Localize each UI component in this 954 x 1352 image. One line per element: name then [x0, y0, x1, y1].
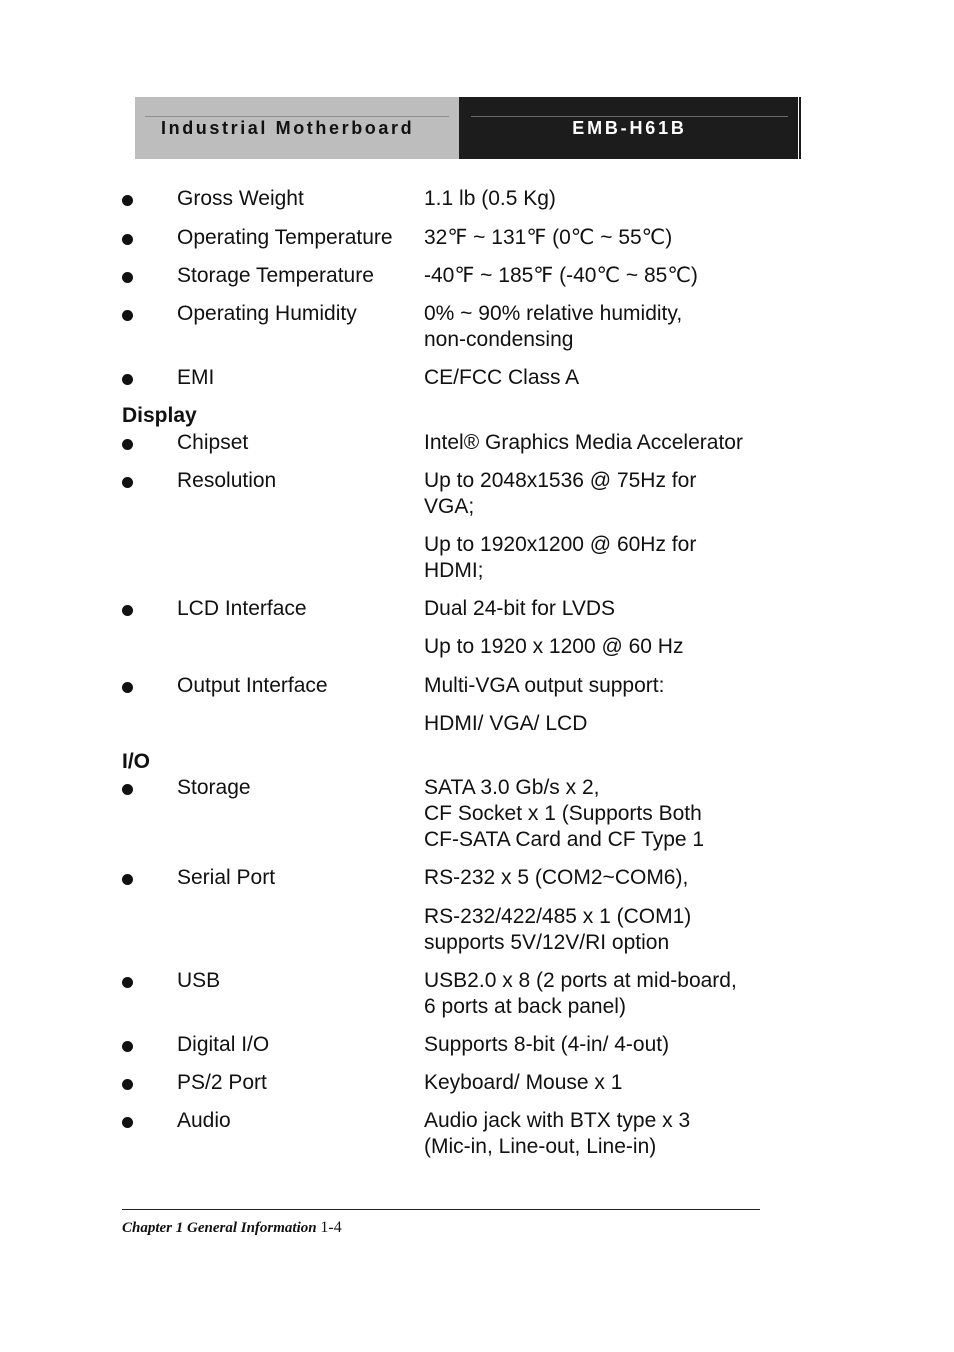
spec-value: Supports 8-bit (4-in/ 4-out)	[424, 1033, 670, 1056]
spec-value: Intel® Graphics Media Accelerator	[424, 431, 743, 454]
header-left-title: Industrial Motherboard	[161, 118, 415, 138]
spec-label: Audio	[177, 1109, 231, 1132]
spec-value: Up to 1920 x 1200 @ 60 Hz	[424, 635, 684, 658]
bullet-icon	[122, 310, 133, 321]
spec-label: Digital I/O	[177, 1033, 270, 1056]
spec-label: Output Interface	[177, 674, 328, 697]
spec-label: Resolution	[177, 469, 277, 492]
spec-value: USB2.0 x 8 (2 ports at mid-board, 6 ports at back panel)	[424, 969, 737, 1018]
spec-value: RS-232/422/485 x 1 (COM1) supports 5V/12V/RI option	[424, 905, 692, 954]
bullet-icon	[122, 477, 133, 488]
spec-label: Storage	[177, 776, 251, 799]
bullet-icon	[122, 605, 133, 616]
spec-label: Operating Temperature	[177, 226, 393, 249]
page-footer	[122, 1219, 342, 1237]
spec-label: Operating Humidity	[177, 302, 357, 325]
spec-label: Gross Weight	[177, 187, 304, 210]
section-heading-io: I/O	[122, 750, 151, 773]
spec-value: CE/FCC Class A	[424, 366, 580, 389]
spec-label: Serial Port	[177, 866, 276, 889]
bullet-icon	[122, 234, 133, 245]
spec-value: HDMI/ VGA/ LCD	[424, 712, 588, 735]
spec-label: LCD Interface	[177, 597, 307, 620]
spec-value: Keyboard/ Mouse x 1	[424, 1071, 623, 1094]
spec-value: SATA 3.0 Gb/s x 2, CF Socket x 1 (Supports Both CF-SATA Card and CF Type 1	[424, 776, 705, 851]
bullet-icon	[122, 195, 133, 206]
spec-label: PS/2 Port	[177, 1071, 267, 1094]
spec-value: Dual 24-bit for LVDS	[424, 597, 616, 620]
spec-value: -40℉ ~ 185℉ (-40℃ ~ 85℃)	[424, 264, 698, 287]
bullet-icon	[122, 874, 133, 885]
spec-value: RS-232 x 5 (COM2~COM6),	[424, 866, 689, 889]
header-right-band	[459, 97, 800, 159]
footer-page-number: 1-4	[320, 1219, 342, 1236]
bullet-icon	[122, 1079, 133, 1090]
bullet-icon	[122, 977, 133, 988]
bullet-icon	[122, 1041, 133, 1052]
footer-divider	[122, 1209, 760, 1210]
spec-value: Up to 2048x1536 @ 75Hz for VGA;	[424, 469, 697, 518]
spec-value: Up to 1920x1200 @ 60Hz for HDMI;	[424, 533, 697, 582]
header-right-title: EMB-H61B	[572, 118, 687, 138]
bullet-icon	[122, 784, 133, 795]
bullet-icon	[122, 682, 133, 693]
bullet-icon	[122, 374, 133, 385]
header-left-band	[135, 97, 459, 159]
spec-label: Chipset	[177, 431, 249, 454]
bullet-icon	[122, 439, 133, 450]
bullet-icon	[122, 1117, 133, 1128]
spec-label: USB	[177, 969, 221, 992]
spec-label: EMI	[177, 366, 215, 389]
spec-value: Multi-VGA output support:	[424, 674, 665, 697]
spec-value: 0% ~ 90% relative humidity, non-condensing	[424, 302, 683, 351]
spec-value: 32℉ ~ 131℉ (0℃ ~ 55℃)	[424, 226, 673, 249]
header-left-rule	[145, 116, 449, 117]
header-right-rule	[471, 116, 788, 117]
page-header	[135, 97, 800, 159]
header-right-edge	[798, 97, 801, 159]
footer-chapter: Chapter 1 General Information	[122, 1220, 317, 1236]
spec-label: Storage Temperature	[177, 264, 374, 287]
bullet-icon	[122, 272, 133, 283]
spec-value: 1.1 lb (0.5 Kg)	[424, 187, 556, 210]
spec-value: Audio jack with BTX type x 3 (Mic-in, Line-out, Line-in)	[424, 1109, 691, 1158]
section-heading-display: Display	[122, 404, 197, 427]
